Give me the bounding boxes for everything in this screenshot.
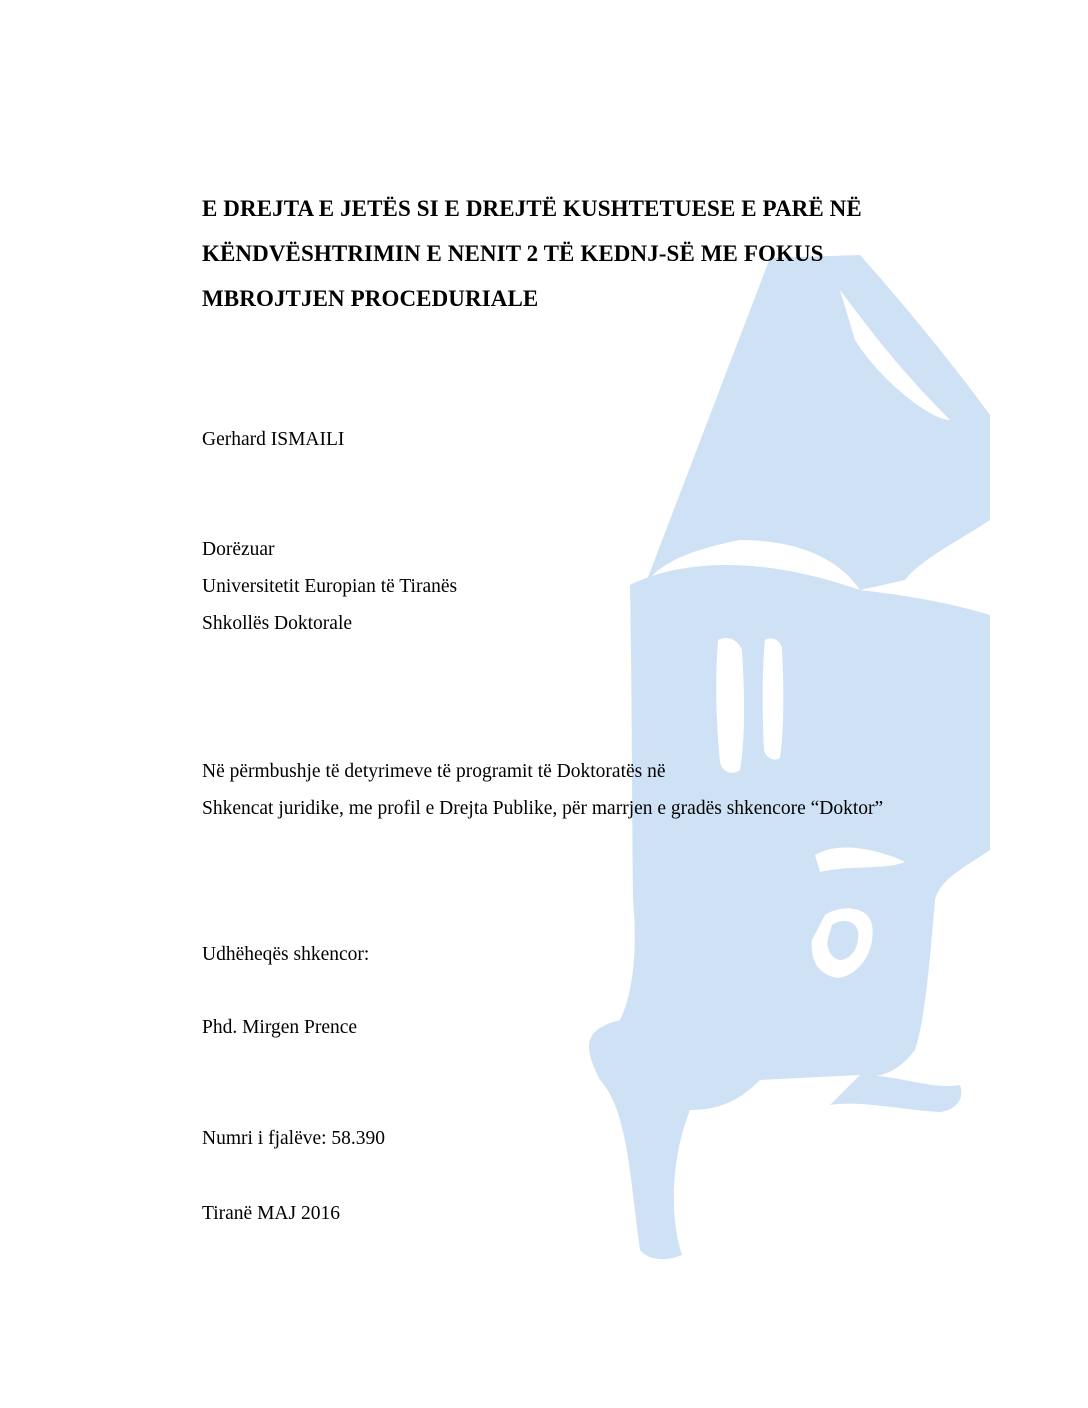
word-count: Numri i fjalëve: 58.390: [202, 1128, 386, 1149]
submission-university: Universitetit Europian të Tiranës: [202, 576, 458, 597]
title-line-2: KËNDVËSHTRIMIN E NENIT 2 TË KEDNJ-SË ME FOKUS: [202, 241, 824, 266]
fulfillment-line-1: Në përmbushje të detyrimeve të programit të Doktoratës në: [202, 761, 666, 782]
place-date: Tiranë MAJ 2016: [202, 1203, 340, 1224]
submission-label: Dorëzuar: [202, 539, 275, 560]
thesis-title: [202, 186, 962, 321]
submission-school: Shkollës Doktorale: [202, 613, 353, 634]
supervisor-label: Udhëheqës shkencor:: [202, 944, 370, 965]
author-name: Gerhard ISMAILI: [202, 429, 345, 450]
supervisor-name: Phd. Mirgen Prence: [202, 1017, 358, 1038]
title-line-1: E DREJTA E JETËS SI E DREJTË KUSHTETUESE E PARË NË: [202, 196, 862, 221]
title-line-3: MBROJTJEN PROCEDURIALE: [202, 286, 539, 311]
fulfillment-line-2: Shkencat juridike, me profil e Drejta Publike, për marrjen e gradës shkencore “Doktor”: [202, 798, 884, 819]
